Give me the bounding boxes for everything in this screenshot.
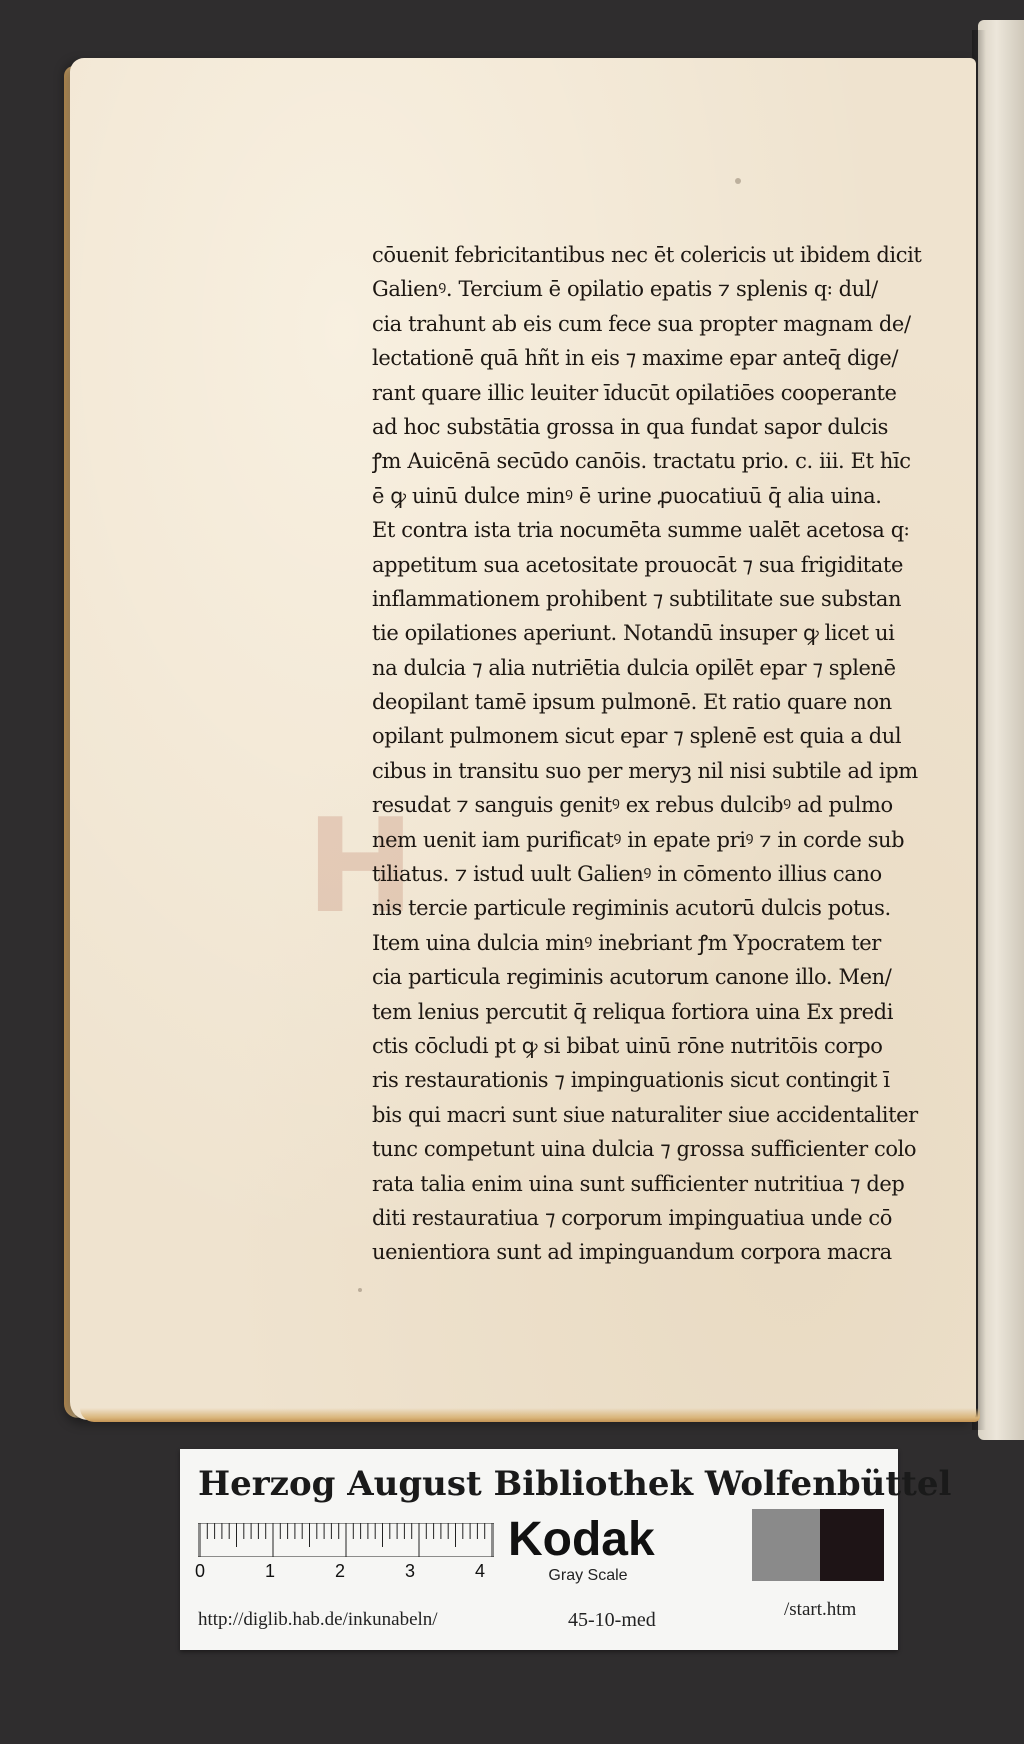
ruler-label-0: 0 [194, 1561, 205, 1581]
kodak-brand [508, 1513, 692, 1584]
paper-speck [735, 178, 741, 184]
text-line: cia trahunt ab eis cum fece sua propter magnam de/ [372, 311, 911, 336]
text-line: uenientiora sunt ad impinguandum corpora macra [372, 1240, 892, 1265]
paper-speck [358, 1288, 362, 1292]
text-line: ad hoc substātia grossa in qua fundat sapor dulcis [372, 414, 888, 439]
text-line: diti restauratiua ⁊ corporum impinguatiua unde cō [372, 1205, 893, 1230]
digital-library-url: http://diglib.hab.de/inkunabeln/ [198, 1609, 438, 1630]
text-line: ctis cōcludi pt ꝙ si bibat uinū rōne nutritōis corpo [372, 1033, 883, 1058]
text-line: cōuenit febricitantibus nec ēt colericis ut ibidem dicit [372, 243, 922, 267]
text-line: bis qui macri sunt siue naturaliter siue accidentaliter [372, 1102, 918, 1127]
library-name: Herzog August Bibliothek Wolfenbüttel [198, 1464, 952, 1504]
ruler-label-3: 3 [404, 1561, 415, 1581]
ruler-label-4: 4 [474, 1561, 485, 1581]
text-line: Item uina dulcia minꝰ inebriant ꝭm Ypocratem ter [372, 930, 881, 955]
text-line: resudat ⁊ sanguis genitꝰ ex rebus dulcibꝰ ad pulmo [372, 793, 893, 818]
brand-name: Kodak [508, 1513, 655, 1566]
library-watermark: H [306, 800, 415, 932]
gray-patch-white [692, 1509, 752, 1581]
text-line: deopilant tamē ipsum pulmonē. Et ratio quare non [372, 690, 892, 715]
start-page-path: /start.htm [784, 1599, 857, 1620]
text-line: tunc competunt uina dulcia ⁊ grossa sufficienter colo [372, 1137, 917, 1162]
shelfmark: 45-10-med [568, 1609, 656, 1631]
text-line: appetitum sua acetositate prouocāt ⁊ sua frigiditate [372, 552, 903, 577]
text-line: cibus in transitu suo per meryꝫ nil nisi subtile ad ipm [372, 758, 918, 783]
text-line: ris restaurationis ⁊ impinguationis sicut contingit ī [372, 1068, 890, 1093]
ruler-label-2: 2 [334, 1561, 345, 1581]
text-line: Galienꝰ. Tercium ē opilatio epatis ⁊ splenis q꞉ dul/ [372, 277, 878, 302]
ruler-ticks [198, 1523, 494, 1557]
text-line: na dulcia ⁊ alia nutriētia dulcia opilēt epar ⁊ splenē [372, 655, 896, 680]
leaf-bottom-edge [80, 1408, 980, 1422]
text-line: opilant pulmonem sicut epar ⁊ splenē est quia a dul [372, 724, 902, 749]
text-line: tem lenius percutit q̄ reliqua fortiora uina Ex predi [372, 999, 894, 1024]
text-line: tie opilationes aperiunt. Notandū insuper ꝙ licet ui [372, 621, 895, 646]
text-line: nem uenit iam purificatꝰ in epate priꝰ ⁊ in corde sub [372, 827, 905, 852]
gray-patch-dark [820, 1509, 884, 1581]
text-line: tiliatus. ⁊ istud uult Galienꝰ in cōmento illius cano [372, 862, 882, 887]
text-line: rata talia enim uina sunt sufficienter nutritiua ⁊ dep [372, 1171, 905, 1196]
ruler [194, 1523, 494, 1581]
ruler-label-1: 1 [264, 1561, 275, 1581]
text-line: ē ꝙ uinū dulce minꝰ ē urine ꝓuocatiuū q̄ alia uina. [372, 483, 882, 508]
gray-patch-mid [752, 1509, 820, 1581]
text-line: ꝭm Auicēnā secūdo canōis. tractatu prio. c. iii. Et hīc [372, 449, 911, 474]
text-line: Et contra ista tria nocumēta summe ualēt acetosa q꞉ [372, 518, 910, 543]
text-line: cia particula regiminis acutorum canone illo. Men/ [372, 965, 892, 990]
body-text [372, 238, 932, 1270]
text-line: nis tercie particule regiminis acutorū dulcis potus. [372, 896, 891, 921]
brand-subtitle: Gray Scale [548, 1567, 628, 1584]
text-line: lectationē quā hñt in eis ⁊ maxime epar anteq̄ dige/ [372, 346, 899, 371]
text-line: inflammationem prohibent ⁊ subtilitate sue substan [372, 586, 902, 611]
text-line: rant quare illic leuiter īducūt opilatiōes cooperante [372, 380, 897, 405]
color-scale-card [180, 1449, 952, 1650]
